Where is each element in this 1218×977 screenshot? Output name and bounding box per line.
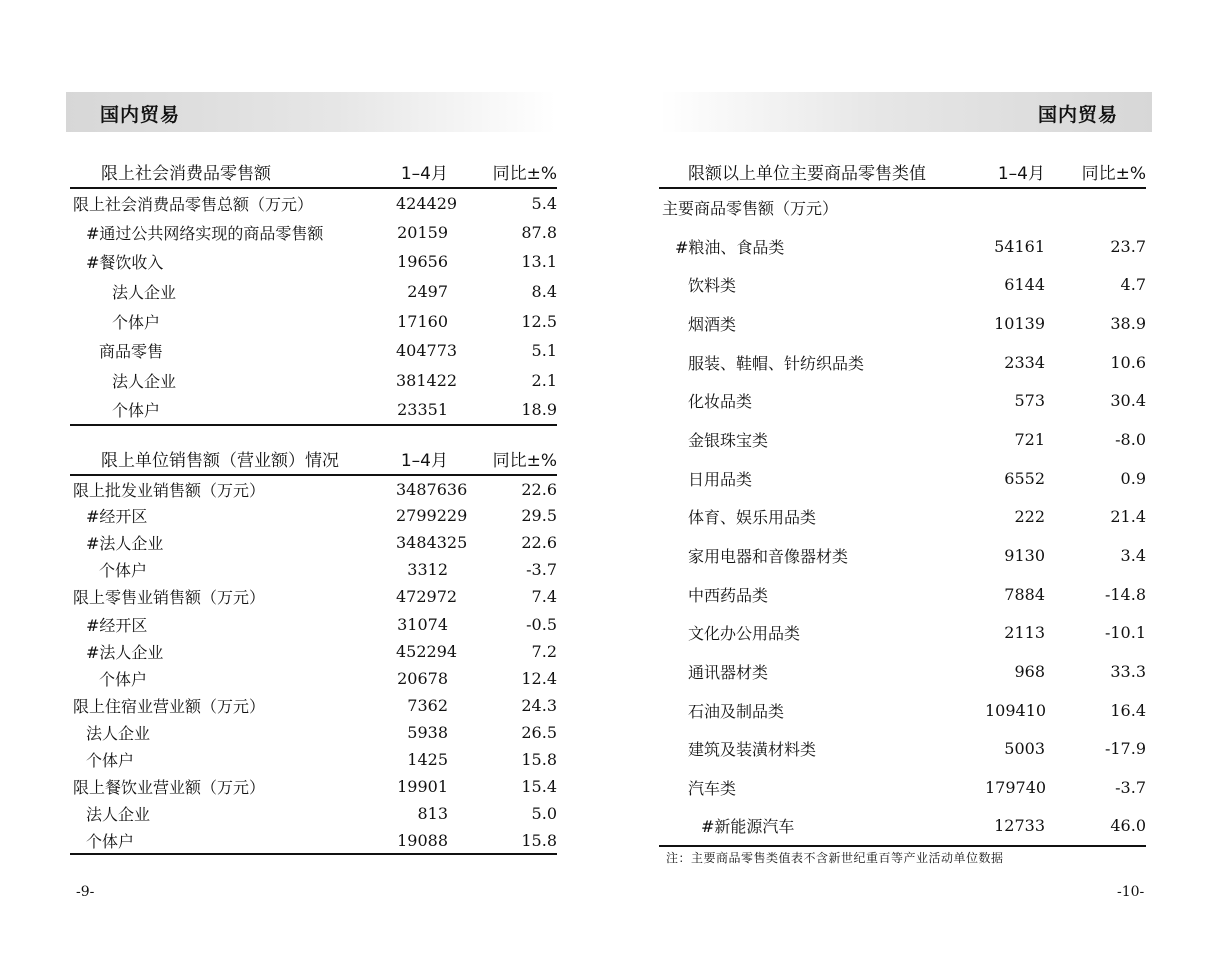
- row-change: -3.7: [526, 560, 557, 580]
- table-row: [70, 719, 557, 746]
- row-change: 5.0: [531, 804, 557, 824]
- left-page-header-band: [66, 92, 556, 132]
- row-value: 10139: [994, 313, 1045, 333]
- table-row: [659, 575, 1146, 614]
- row-change: 87.8: [521, 222, 557, 242]
- row-value: 6552: [1004, 468, 1045, 488]
- table-row: [70, 336, 557, 366]
- table-row: [659, 343, 1146, 382]
- row-change: 7.4: [531, 587, 557, 607]
- row-label: #粮油、食品类: [675, 237, 785, 257]
- row-label: 化妆品类: [688, 392, 753, 412]
- row-change: [1045, 188, 1146, 227]
- sales-revenue-rows: [70, 475, 557, 854]
- row-change: 5.4: [531, 193, 557, 213]
- row-change: -0.5: [526, 614, 557, 634]
- row-label: #通过公共网络实现的商品零售额: [86, 223, 324, 243]
- right-page-number: -10-: [1117, 884, 1145, 900]
- row-label: #新能源汽车: [659, 807, 985, 846]
- row-value: 1425: [407, 749, 448, 769]
- row-value: 109410: [985, 700, 1047, 720]
- row-change: -17.9: [1104, 739, 1146, 759]
- row-change: 23.7: [1110, 236, 1146, 256]
- table-row: [659, 652, 1146, 691]
- row-label: 通讯器材类: [688, 663, 769, 683]
- row-label: 限上批发业销售额（万元）: [73, 480, 266, 500]
- table-row: [659, 536, 1146, 575]
- row-value: 573: [1014, 391, 1045, 411]
- row-label: 个体户: [99, 669, 148, 689]
- table-row: [70, 692, 557, 719]
- commodity-retail-table: [659, 156, 1146, 847]
- row-label: 限上社会消费品零售总额（万元）: [73, 194, 314, 214]
- row-value: 54161: [994, 236, 1045, 256]
- row-label: #餐饮收入: [86, 253, 164, 273]
- row-change: 30.4: [1110, 391, 1146, 411]
- row-change: 26.5: [521, 722, 557, 742]
- table-row: [659, 304, 1146, 343]
- table-row: [659, 420, 1146, 459]
- row-label: 建筑及装潢材料类: [688, 740, 817, 760]
- row-value: 424429: [396, 193, 458, 213]
- column-header-indicator: 限上单位销售额（营业额）情况: [70, 443, 396, 475]
- row-label: 商品零售: [99, 342, 164, 362]
- table-row: [70, 773, 557, 800]
- row-value: 3484325: [396, 533, 468, 553]
- row-label: 法人企业: [86, 805, 151, 825]
- row-value: 452294: [396, 641, 458, 661]
- row-value: 2497: [407, 282, 448, 302]
- row-label: 服装、鞋帽、针纺织品类: [688, 353, 865, 373]
- row-change: 29.5: [521, 506, 557, 526]
- retail-sales-table: [70, 156, 557, 426]
- right-page-header-title: 国内贸易: [1037, 104, 1118, 126]
- table-row: [70, 583, 557, 610]
- row-value: 2334: [1004, 352, 1045, 372]
- row-value: 19088: [396, 827, 448, 854]
- row-change: -14.8: [1104, 584, 1146, 604]
- row-change: 15.8: [448, 827, 557, 854]
- table-header-row: [659, 156, 1146, 188]
- table-row: [659, 807, 1146, 846]
- row-change: -8.0: [1115, 429, 1146, 449]
- row-label: 文化办公用品类: [688, 624, 801, 644]
- table-row: [70, 188, 557, 218]
- row-label: 限上零售业销售额（万元）: [73, 588, 266, 608]
- row-change: 3.4: [1120, 546, 1146, 566]
- table-row: [70, 395, 557, 425]
- column-header-change: 同比±%: [448, 156, 557, 188]
- table-row: [70, 502, 557, 529]
- right-page-header-band: [660, 92, 1152, 132]
- row-change: 8.4: [531, 282, 557, 302]
- row-change: 10.6: [1110, 352, 1146, 372]
- left-page-number: -9-: [76, 884, 95, 900]
- table-row: [70, 665, 557, 692]
- table-footnote: 注：主要商品零售类值表不含新世纪重百等产业活动单位数据: [666, 851, 1004, 865]
- table-row: [70, 556, 557, 583]
- table-row: [659, 730, 1146, 769]
- row-change: 22.6: [521, 479, 557, 499]
- row-value: 3487636: [396, 479, 468, 499]
- column-header-period: 1–4月: [985, 156, 1045, 188]
- table-header-row: [70, 156, 557, 188]
- row-value: 17160: [397, 311, 448, 331]
- table-row: [659, 227, 1146, 266]
- row-change: -10.1: [1104, 623, 1146, 643]
- row-label: #经开区: [86, 507, 148, 527]
- row-value: 7884: [1004, 584, 1045, 604]
- column-header-period: 1–4月: [396, 156, 448, 188]
- row-label: 法人企业: [112, 283, 177, 303]
- row-change: 15.8: [521, 749, 557, 769]
- row-value: 9130: [1004, 546, 1045, 566]
- row-value: 5938: [407, 722, 448, 742]
- row-label: 烟酒类: [688, 314, 737, 334]
- row-change: 13.1: [521, 252, 557, 272]
- row-label: 个体户: [99, 561, 148, 581]
- row-change: 33.3: [1110, 662, 1146, 682]
- column-header-indicator: 限额以上单位主要商品零售类值: [659, 156, 985, 188]
- row-label: #法人企业: [86, 534, 164, 554]
- table-row: [659, 691, 1146, 730]
- row-label: 个体户: [112, 312, 161, 332]
- row-value: 222: [1014, 507, 1045, 527]
- row-change: 46.0: [1045, 807, 1146, 846]
- row-change: 21.4: [1110, 507, 1146, 527]
- row-change: 5.1: [531, 341, 557, 361]
- row-value: 3312: [407, 560, 448, 580]
- table-row: [659, 768, 1146, 807]
- row-label: 石油及制品类: [688, 701, 785, 721]
- row-value: 721: [1014, 429, 1045, 449]
- table-row: [70, 800, 557, 827]
- column-header-period: 1–4月: [396, 443, 448, 475]
- row-change: 2.1: [531, 370, 557, 390]
- row-value: 6144: [1004, 275, 1045, 295]
- table-row: [70, 306, 557, 336]
- column-header-change: 同比±%: [1045, 156, 1146, 188]
- row-change: 38.9: [1110, 313, 1146, 333]
- row-change: 0.9: [1120, 468, 1146, 488]
- table-row: [70, 827, 557, 854]
- table-row: [70, 610, 557, 637]
- column-header-indicator: 限上社会消费品零售额: [70, 156, 396, 188]
- row-value: 472972: [396, 587, 458, 607]
- row-label: 个体户: [70, 827, 396, 854]
- row-label: #法人企业: [86, 642, 164, 662]
- column-header-change: 同比±%: [448, 443, 557, 475]
- row-value: 179740: [985, 778, 1047, 798]
- row-value: 23351: [396, 395, 448, 425]
- row-value: 404773: [396, 341, 458, 361]
- table-row: [659, 381, 1146, 420]
- row-value: 7362: [407, 695, 448, 715]
- row-value: 5003: [1004, 739, 1045, 759]
- table-row: [70, 277, 557, 307]
- row-value: 2799229: [396, 506, 468, 526]
- table-row: [659, 188, 1146, 227]
- sales-revenue-table: [70, 443, 557, 855]
- row-label: 汽车类: [688, 779, 737, 799]
- table-row: [659, 614, 1146, 653]
- row-label: 中西药品类: [688, 585, 769, 605]
- table-row: [70, 529, 557, 556]
- commodity-retail-rows: [659, 188, 1146, 846]
- row-label: 个体户: [86, 750, 135, 770]
- table-row: [70, 247, 557, 277]
- row-change: 16.4: [1110, 700, 1146, 720]
- row-label: 限上住宿业营业额（万元）: [73, 696, 266, 716]
- row-label: #经开区: [86, 615, 148, 635]
- row-label: 法人企业: [112, 371, 177, 391]
- table-row: [70, 475, 557, 502]
- table-row: [70, 746, 557, 773]
- row-label: 体育、娱乐用品类: [688, 508, 817, 528]
- row-change: 7.2: [531, 641, 557, 661]
- row-value: 381422: [396, 370, 458, 390]
- row-change: 15.4: [521, 777, 557, 797]
- row-value: 968: [1014, 662, 1045, 682]
- table-row: [70, 638, 557, 665]
- row-value: 31074: [397, 614, 448, 634]
- row-label: 金银珠宝类: [688, 430, 769, 450]
- left-page-header-title: 国内贸易: [100, 104, 181, 126]
- row-change: 18.9: [448, 395, 557, 425]
- row-change: 24.3: [521, 695, 557, 715]
- table-row: [70, 366, 557, 396]
- row-label: 法人企业: [86, 723, 151, 743]
- row-change: -3.7: [1115, 778, 1146, 798]
- row-label: 主要商品零售额（万元）: [662, 199, 839, 219]
- row-value: 20159: [397, 222, 448, 242]
- table-row: [70, 218, 557, 248]
- row-change: 4.7: [1120, 275, 1146, 295]
- row-label: 家用电器和音像器材类: [688, 547, 849, 567]
- row-value: 19656: [397, 252, 448, 272]
- row-value: [985, 188, 1045, 227]
- row-value: 813: [417, 804, 448, 824]
- table-header-row: [70, 443, 557, 475]
- retail-sales-rows: [70, 188, 557, 425]
- row-value: 2113: [1004, 623, 1045, 643]
- row-label: 日用品类: [688, 469, 753, 489]
- table-row: [659, 459, 1146, 498]
- row-change: 22.6: [521, 533, 557, 553]
- row-change: 12.4: [521, 668, 557, 688]
- row-value: 20678: [397, 668, 448, 688]
- table-row: [659, 265, 1146, 304]
- row-label: 限上餐饮业营业额（万元）: [73, 778, 266, 798]
- row-change: 12.5: [521, 311, 557, 331]
- row-value: 19901: [397, 777, 448, 797]
- row-value: 12733: [985, 807, 1045, 846]
- row-label: 饮料类: [688, 276, 737, 296]
- row-label: 个体户: [70, 395, 396, 425]
- table-row: [659, 498, 1146, 537]
